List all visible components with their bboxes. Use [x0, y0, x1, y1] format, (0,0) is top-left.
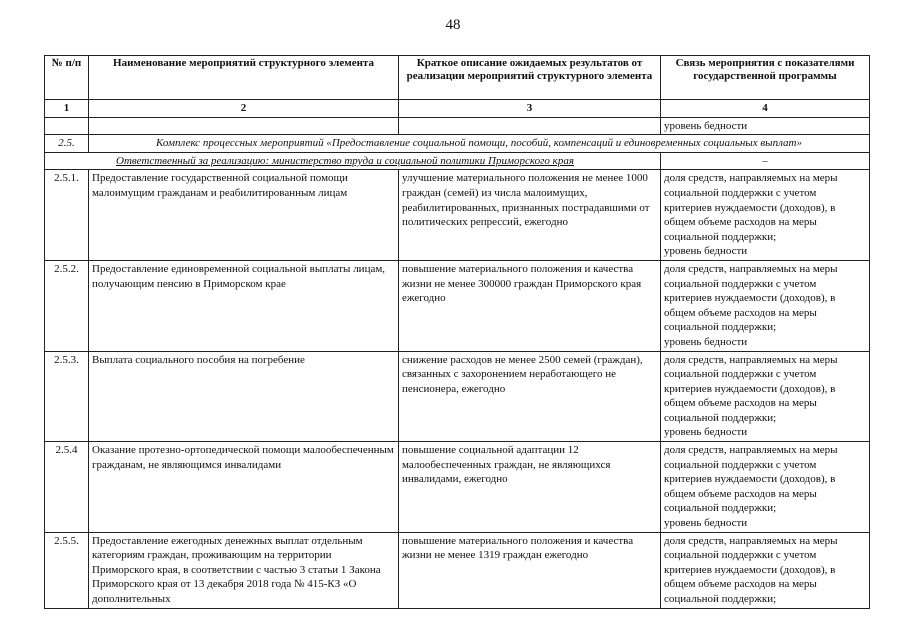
row-number: 2.5.1.	[45, 170, 89, 261]
row-link-poverty: уровень бедности	[664, 517, 748, 530]
row-link	[661, 170, 870, 261]
page-number: 48	[445, 17, 461, 33]
table-header-row	[45, 56, 870, 100]
responsible-dash: –	[661, 152, 870, 170]
row-name: Выплата социального пособия на погребение	[89, 351, 399, 442]
row-name: Оказание протезно-ортопедической помощи малообеспеченным гражданам, не являющимся инвалидами	[89, 442, 399, 533]
row-link	[661, 260, 870, 351]
row-number: 2.5.4	[45, 442, 89, 533]
row-number: 2.5.5.	[45, 532, 89, 608]
row-link-poverty: уровень бедности	[664, 426, 748, 439]
table-row	[45, 532, 870, 608]
row-result: повышение материального положения и качества жизни не менее 300000 граждан Приморского края ежегодно	[399, 260, 661, 351]
row-link-text: доля средств, направляемых на меры социальной поддержки с учетом критериев нуждаемости (доходов), в общем объеме расходов на меры социальной поддержки;	[664, 444, 838, 515]
section-responsible-row	[45, 152, 870, 170]
continuation-text: уровень бедности	[661, 117, 870, 135]
table-row	[45, 170, 870, 261]
header-results: Краткое описание ожидаемых результатов от реализации мероприятий структурного элемента	[399, 56, 661, 100]
row-link-text: доля средств, направляемых на меры социальной поддержки с учетом критериев нуждаемости (доходов), в общем объеме расходов на меры социальной поддержки;	[664, 353, 838, 424]
table-row	[45, 260, 870, 351]
column-number: 1	[45, 100, 89, 118]
row-link-poverty: уровень бедности	[664, 335, 748, 348]
row-link	[661, 351, 870, 442]
responsible-text: Ответственный за реализацию: министерство труда и социальной политики Приморского края	[116, 154, 574, 167]
header-link: Связь мероприятия с показателями государственной программы	[661, 56, 870, 100]
column-number: 2	[89, 100, 399, 118]
section-number: 2.5.	[45, 135, 89, 153]
table-row	[45, 442, 870, 533]
column-number-row	[45, 100, 870, 118]
section-responsible	[45, 152, 661, 170]
measures-table	[44, 55, 870, 609]
row-link-text: доля средств, направляемых на меры социальной поддержки с учетом критериев нуждаемости (доходов), в общем объеме расходов на меры социальной поддержки;	[664, 534, 838, 605]
table-row	[45, 351, 870, 442]
row-number: 2.5.2.	[45, 260, 89, 351]
row-link-poverty: уровень бедности	[664, 245, 748, 258]
section-title-row	[45, 135, 870, 153]
header-number: № п/п	[45, 56, 89, 100]
continuation-row	[45, 117, 870, 135]
row-result: повышение материального положения и качества жизни не менее 1319 граждан ежегодно	[399, 532, 661, 608]
row-link-text: доля средств, направляемых на меры социальной поддержки с учетом критериев нуждаемости (доходов), в общем объеме расходов на меры социальной поддержки;	[664, 172, 838, 243]
row-result: снижение расходов не менее 2500 семей (граждан), связанных с захоронением неработающего не пенсионера, ежегодно	[399, 351, 661, 442]
row-result: повышение социальной адаптации 12 малообеспеченных граждан, не являющихся инвалидами, ежегодно	[399, 442, 661, 533]
column-number: 3	[399, 100, 661, 118]
row-name: Предоставление единовременной социальной выплаты лицам, получающим пенсию в Приморском крае	[89, 260, 399, 351]
row-name: Предоставление ежегодных денежных выплат отдельным категориям граждан, проживающим на территории Приморского края, в соответствии с частью 3 статьи 1 Закона Приморского края от 13 декабря 2018 года № 415-КЗ «О дополнительных	[89, 532, 399, 608]
row-name: Предоставление государственной социальной помощи малоимущим гражданам и реабилитированным лицам	[89, 170, 399, 261]
column-number: 4	[661, 100, 870, 118]
row-link	[661, 532, 870, 608]
section-title: Комплекс процессных мероприятий «Предоставление социальной помощи, пособий, компенсаций и единовременных социальных выплат»	[89, 135, 870, 153]
header-name: Наименование мероприятий структурного элемента	[89, 56, 399, 100]
row-link-text: доля средств, направляемых на меры социальной поддержки с учетом критериев нуждаемости (доходов), в общем объеме расходов на меры социальной поддержки;	[664, 262, 838, 334]
row-link	[661, 442, 870, 533]
row-result: улучшение материального положения не менее 1000 граждан (семей) из числа малоимущих, реабилитированных, признанных пострадавшими от политических репрессий, ежегодно	[399, 170, 661, 261]
row-number: 2.5.3.	[45, 351, 89, 442]
